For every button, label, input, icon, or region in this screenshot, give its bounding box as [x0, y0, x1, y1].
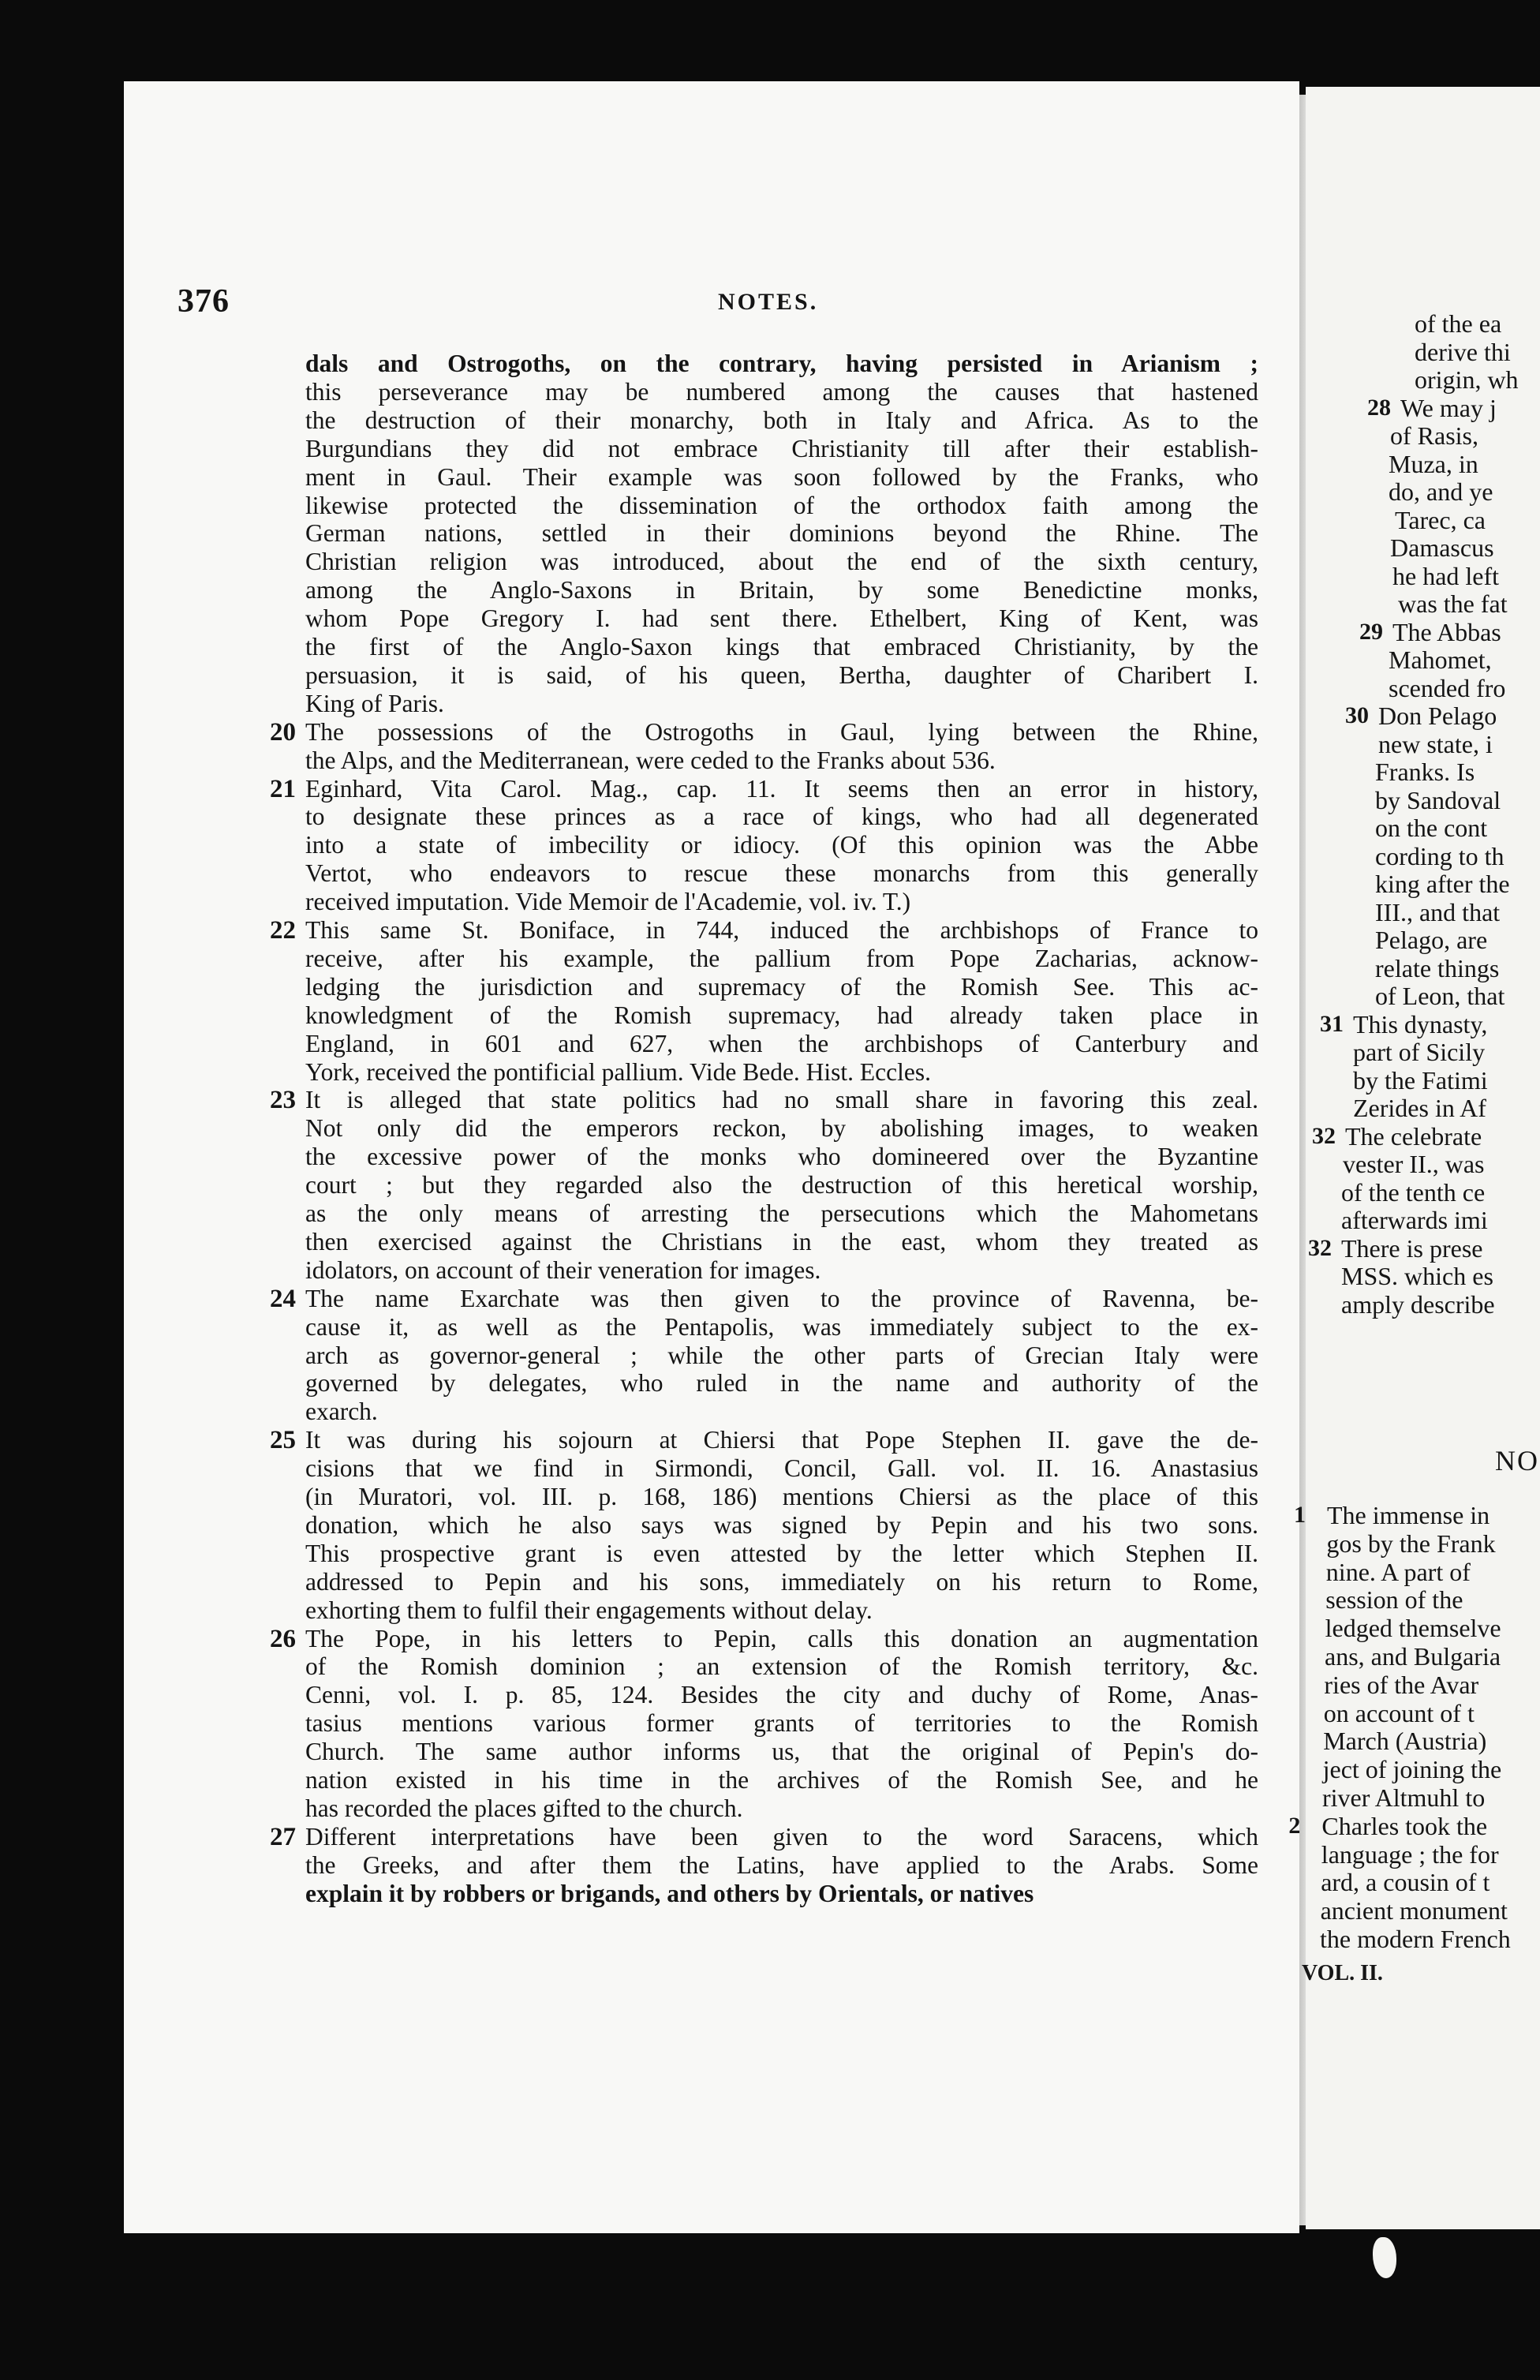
text-line: This same St. Boniface, in 744, induced the archbishops of France to	[305, 916, 1258, 944]
right-note-number: 2	[1288, 1812, 1301, 1839]
text-line: the excessive power of the monks who domineered over the Byzantine	[305, 1143, 1258, 1171]
right-text-line: cording to th	[1375, 841, 1504, 870]
right-text-line: of Rasis,	[1390, 421, 1478, 450]
text-line: persuasion, it is said, of his queen, Bertha, daughter of Charibert I.	[305, 660, 1258, 689]
text-line: (in Muratori, vol. III. p. 168, 186) mentions Chiersi as the place of this	[305, 1483, 1258, 1510]
text-line: exarch.	[305, 1398, 378, 1426]
text-line: Cenni, vol. I. p. 85, 124. Besides the city and duchy of Rome, Anas-	[305, 1681, 1258, 1709]
right-text-line: session of the	[1325, 1585, 1463, 1615]
text-line: idolators, on account of their veneration for images.	[305, 1255, 821, 1284]
note-number: 21	[270, 774, 296, 803]
text-line: likewise protected the dissemination of the orthodox faith among the	[305, 491, 1258, 519]
text-line: Christian religion was introduced, about the end of the sixth century,	[305, 548, 1258, 576]
right-note-number: 28	[1367, 394, 1391, 421]
running-head: NOTES.	[718, 289, 819, 315]
text-line: Vertot, who endeavors to rescue these monarchs from this generally	[305, 859, 1258, 888]
text-line: Eginhard, Vita Carol. Mag., cap. 11. It seems then an error in history,	[305, 774, 1258, 803]
right-text-line: We may j	[1400, 393, 1497, 422]
text-line: Burgundians they did not embrace Christianity till after their establish-	[305, 434, 1258, 462]
text-line: The Pope, in his letters to Pepin, calls this donation an augmentation	[305, 1624, 1258, 1652]
right-note-number: 32	[1312, 1122, 1336, 1149]
right-text-line: origin, wh	[1415, 365, 1519, 394]
right-text-line: This dynasty,	[1353, 1009, 1488, 1038]
text-line: tasius mentions various former grants of territories to the Romish	[305, 1709, 1258, 1738]
text-line: York, received the pontificial pallium. Vide Bede. Hist. Eccles.	[305, 1057, 932, 1086]
right-text-line: of the ea	[1415, 309, 1502, 338]
right-text-line: king after the	[1375, 870, 1510, 898]
right-text-line: the modern French	[1320, 1925, 1511, 1953]
text-line: German nations, settled in their dominions beyond the Rhine. The	[305, 519, 1258, 548]
right-text-line: was the fat	[1398, 589, 1508, 618]
right-text-line: Don Pelago	[1378, 702, 1497, 730]
text-line: this perseverance may be numbered among the causes that hastened	[305, 377, 1258, 406]
right-text-line: vester II., was	[1343, 1150, 1485, 1178]
right-note-number: 1	[1294, 1502, 1306, 1528]
text-line: explain it by robbers or brigands, and others by Orientals, or natives	[305, 1879, 1034, 1907]
text-line: to designate these princes as a race of kings, who had all degenerated	[305, 803, 1258, 831]
right-text-line: Franks. Is	[1375, 758, 1475, 786]
right-text-line: of the tenth ce	[1341, 1177, 1486, 1207]
page-number: 376	[178, 283, 230, 320]
text-line: then exercised against the Christians in the east, whom they treated as	[305, 1227, 1258, 1255]
right-text-line: MSS. which es	[1341, 1262, 1493, 1290]
right-text-line: Mahomet,	[1389, 646, 1492, 674]
right-text-line: The immense in	[1327, 1501, 1490, 1529]
right-note-number: 31	[1320, 1010, 1344, 1037]
note-number: 23	[270, 1086, 296, 1115]
text-line: England, in 601 and 627, when the archbishops of Canterbury and	[305, 1029, 1258, 1057]
text-line: into a state of imbecility or idiocy. (Of this opinion was the Abbe	[305, 831, 1258, 859]
right-text-line: Tarec, ca	[1395, 505, 1486, 534]
right-note-number: 32	[1308, 1234, 1332, 1261]
text-line: exhorting them to fulfil their engagements without delay.	[305, 1596, 873, 1624]
note-number: 20	[270, 717, 296, 747]
right-text-line: river Altmuhl to	[1322, 1783, 1486, 1812]
text-line: The possessions of the Ostrogoths in Gaul, lying between the Rhine,	[305, 717, 1258, 746]
text-line: knowledgment of the Romish supremacy, had already taken place in	[305, 1001, 1258, 1029]
right-text-line: relate things	[1375, 953, 1500, 982]
volume-footer: VOL. II.	[1302, 1961, 1383, 1985]
right-text-line: The Abbas	[1392, 617, 1501, 646]
text-line: nation existed in his time in the archives of the Romish See, and he	[305, 1766, 1258, 1794]
text-line: whom Pope Gregory I. had sent there. Ethelbert, King of Kent, was	[305, 604, 1258, 633]
right-text-line: ans, and Bulgaria	[1325, 1642, 1501, 1671]
right-note-number: 29	[1359, 618, 1383, 645]
text-line: ledging the jurisdiction and supremacy of the Romish See. This ac-	[305, 972, 1258, 1001]
right-text-line: ries of the Avar	[1324, 1670, 1479, 1699]
right-text-line: he had left	[1392, 561, 1500, 590]
right-text-line: new state, i	[1378, 729, 1493, 758]
note-number: 24	[270, 1284, 296, 1313]
right-text-line: Muza, in	[1389, 449, 1478, 478]
text-line: ment in Gaul. Their example was soon followed by the Franks, who	[305, 462, 1258, 491]
right-text-line: scended fro	[1389, 673, 1506, 702]
text-line: It was during his sojourn at Chiersi that Pope Stephen II. gave the de-	[305, 1426, 1258, 1454]
text-line: the Alps, and the Mediterranean, were ceded to the Franks about 536.	[305, 746, 996, 774]
right-text-line: by Sandoval	[1375, 785, 1501, 814]
text-line: It is alleged that state politics had no small share in favoring this zeal.	[305, 1086, 1258, 1114]
right-text-line: part of Sicily	[1353, 1038, 1486, 1066]
text-line: the Greeks, and after them the Latins, have applied to the Arabs. Some	[305, 1850, 1258, 1879]
right-text-line: ledged themselve	[1325, 1614, 1501, 1643]
text-line: among the Anglo-Saxons in Britain, by some Benedictine monks,	[305, 576, 1258, 604]
right-text-line: ject of joining the	[1322, 1755, 1502, 1784]
text-line: dals and Ostrogoths, on the contrary, having persisted in Arianism ;	[305, 350, 1258, 377]
text-line: the destruction of their monarchy, both in Italy and Africa. As to the	[305, 406, 1258, 434]
text-line: governed by delegates, who ruled in the name and authority of the	[305, 1369, 1258, 1398]
text-line: Different interpretations have been given to the word Saracens, which	[305, 1822, 1258, 1850]
right-text-line: III., and that	[1375, 897, 1501, 926]
right-text-line: of Leon, that	[1375, 982, 1505, 1010]
note-number: 22	[270, 916, 296, 945]
right-text-line: Charles took the	[1321, 1811, 1488, 1840]
text-line: of the Romish dominion ; an extension of the Romish territory, &c.	[305, 1652, 1258, 1681]
text-line: The name Exarchate was then given to the province of Ravenna, be-	[305, 1284, 1258, 1312]
right-text-line: afterwards imi	[1341, 1206, 1488, 1234]
ink-blot-mark	[1373, 2237, 1396, 2278]
right-text-line: derive thi	[1415, 337, 1511, 366]
right-text-line: on account of t	[1323, 1698, 1475, 1727]
right-section-heading: NO	[1495, 1445, 1539, 1476]
note-number: 26	[270, 1624, 296, 1653]
text-line: This prospective grant is even attested by the letter which Stephen II.	[305, 1539, 1258, 1567]
text-line: cause it, as well as the Pentapolis, was immediately subject to the ex-	[305, 1312, 1258, 1341]
note-number: 27	[270, 1822, 296, 1851]
text-line: cisions that we find in Sirmondi, Concil, Gall. vol. II. 16. Anastasius	[305, 1454, 1258, 1483]
text-line: Not only did the emperors reckon, by abolishing images, to weaken	[305, 1114, 1258, 1143]
text-line: receive, after his example, the pallium from Pope Zacharias, acknow-	[305, 944, 1258, 972]
text-line: the first of the Anglo-Saxon kings that embraced Christianity, by the	[305, 633, 1258, 660]
right-text-line: Damascus	[1390, 533, 1494, 562]
text-line: arch as governor-general ; while the other parts of Grecian Italy were	[305, 1341, 1258, 1369]
right-text-line: language ; the for	[1321, 1839, 1499, 1869]
right-text-line: The celebrate	[1345, 1121, 1482, 1151]
text-line: Church. The same author informs us, that the original of Pepin's do-	[305, 1738, 1258, 1766]
text-line: as the only means of arresting the persecutions which the Mahometans	[305, 1199, 1258, 1227]
right-text-line: on the cont	[1375, 814, 1488, 842]
right-text-line: March (Austria)	[1323, 1727, 1487, 1756]
right-text-line: Zerides in Af	[1353, 1094, 1486, 1122]
text-line: King of Paris.	[305, 689, 444, 717]
right-text-line: nine. A part of	[1325, 1557, 1471, 1586]
note-number: 25	[270, 1426, 296, 1455]
right-text-line: gos by the Frank	[1326, 1529, 1496, 1558]
right-text-line: by the Fatimi	[1353, 1065, 1488, 1095]
text-line: has recorded the places gifted to the church.	[305, 1794, 743, 1822]
right-text-line: ard, a cousin of t	[1321, 1868, 1490, 1897]
text-line: donation, which he also says was signed by Pepin and his two sons.	[305, 1510, 1258, 1539]
text-line: received imputation. Vide Memoir de l'Academie, vol. iv. T.)	[305, 888, 911, 916]
right-note-number: 30	[1345, 702, 1369, 728]
right-text-line: do, and ye	[1389, 477, 1493, 506]
right-text-line: There is prese	[1341, 1233, 1483, 1263]
text-line: court ; but they regarded also the destruction of this heretical worship,	[305, 1171, 1258, 1199]
right-text-line: Pelago, are	[1375, 926, 1488, 954]
right-text-line: ancient monument	[1320, 1896, 1508, 1925]
right-text-line: amply describe	[1341, 1289, 1495, 1319]
text-line: addressed to Pepin and his sons, immediately on his return to Rome,	[305, 1567, 1258, 1596]
